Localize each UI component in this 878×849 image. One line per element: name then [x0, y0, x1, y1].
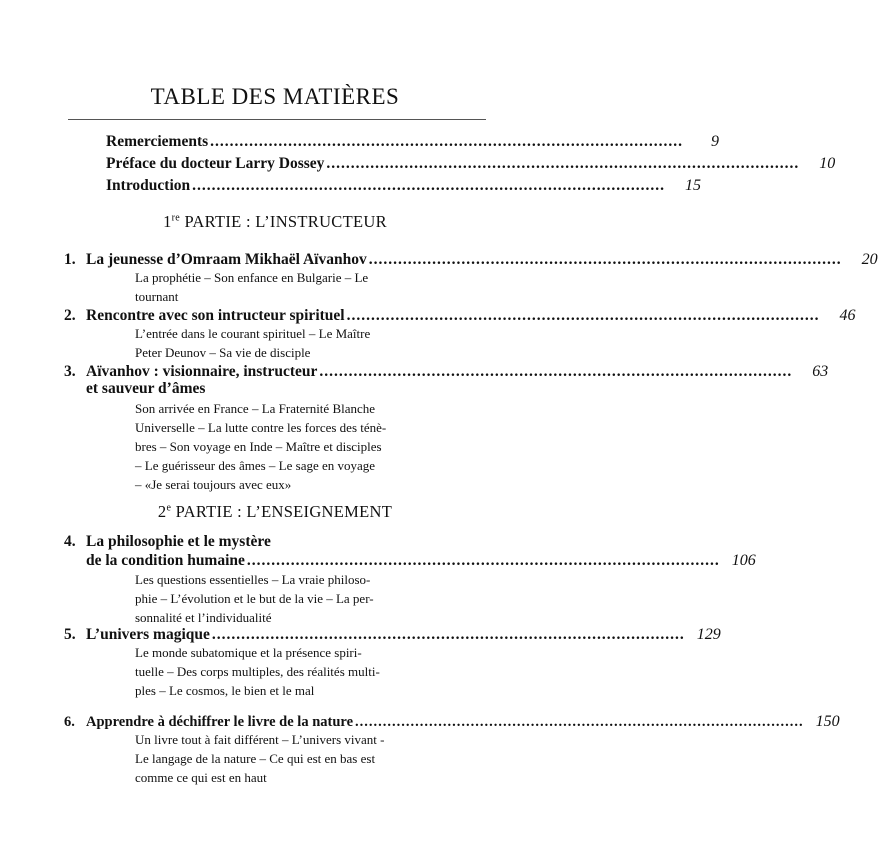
chapter-description: L’entrée dans le courant spirituel – Le Maître Peter Deunov – Sa vie de disciple	[135, 326, 371, 360]
page-number: 9	[711, 133, 720, 150]
page-number: 106	[731, 552, 756, 569]
toc-entry-chapter-5[interactable]	[64, 625, 721, 644]
entry-title: La philosophie et le mystère	[86, 533, 271, 550]
chapter-description: Les questions essentielles – La vraie philoso- phie – L’évolution et le but de la vie – La per- sonnalité et l’individualité	[135, 572, 374, 625]
page-title: TABLE DES MATIÈRES	[150, 84, 400, 109]
page-number: 20	[861, 251, 878, 268]
chapter-number: 2.	[64, 307, 76, 324]
page-number: 10	[819, 155, 836, 172]
leader-dots: .................................................................................................	[319, 363, 793, 380]
toc-entry-chapter-2[interactable]	[64, 306, 856, 325]
leader-dots: .................................................................................................	[210, 133, 684, 150]
entry-title-continued: et sauveur d’âmes	[86, 380, 206, 397]
leader-dots: .................................................................................................	[368, 251, 842, 268]
toc-entry-chapter-4-line2[interactable]	[86, 551, 756, 570]
leader-dots: .................................................................................................	[326, 155, 800, 172]
chapter-number: 6.	[64, 714, 75, 730]
chapter-description: La prophétie – Son enfance en Bulgarie – Le tournant	[135, 270, 369, 304]
entry-title: L’univers magique	[86, 626, 210, 643]
chapter-number: 4.	[64, 533, 76, 550]
leader-dots: .................................................................................................	[346, 307, 820, 324]
toc-entry-preface[interactable]	[106, 154, 836, 173]
page-number: 129	[696, 626, 721, 643]
entry-title-continued: de la condition humaine	[86, 552, 245, 569]
leader-dots: .................................................................................................	[246, 552, 720, 569]
entry-title: Apprendre à déchiffrer le livre de la nature	[86, 714, 354, 730]
title-rule	[68, 119, 486, 120]
toc-entry-chapter-4[interactable]	[64, 533, 271, 551]
chapter-description: Un livre tout à fait différent – L’univers vivant - Le langage de la nature – Ce qui est en bas est comme ce qui est en haut	[135, 732, 385, 785]
entry-title: Introduction	[106, 177, 191, 194]
page-number: 46	[839, 307, 856, 324]
entry-title: Préface du docteur Larry Dossey	[106, 155, 325, 172]
toc-entry-remerciements[interactable]	[106, 132, 720, 151]
leader-dots: .................................................................................................	[211, 626, 685, 643]
chapter-number: 3.	[64, 363, 76, 380]
leader-dots: .................................................................................................	[355, 714, 804, 730]
entry-title: La jeunesse d’Omraam Mikhaël Aïvanhov	[86, 251, 367, 268]
page-number: 63	[812, 363, 829, 380]
entry-title: Rencontre avec son intructeur spirituel	[86, 307, 345, 324]
chapter-number: 5.	[64, 626, 76, 643]
chapter-number: 1.	[64, 251, 76, 268]
leader-dots: .................................................................................................	[192, 177, 665, 194]
entry-title: Aïvanhov : visionnaire, instructeur	[86, 363, 318, 380]
toc-entry-introduction[interactable]	[106, 176, 701, 195]
part-heading-2: 2e PARTIE : L’ENSEIGNEMENT	[157, 502, 393, 521]
entry-title: Remerciements	[106, 133, 209, 150]
page-number: 150	[815, 713, 840, 730]
part-heading-1: 1re PARTIE : L’INSTRUCTEUR	[163, 212, 387, 231]
chapter-description: Le monde subatomique et la présence spiri- tuelle – Des corps multiples, des réalités multi- ples – Le cosmos, le bien et le mal	[135, 645, 380, 698]
page-number: 15	[685, 177, 701, 194]
toc-entry-chapter-1[interactable]	[64, 250, 878, 269]
toc-entry-chapter-3[interactable]	[64, 362, 829, 381]
chapter-description: Son arrivée en France – La Fraternité Blanche Universelle – La lutte contre les forces des ténè- bres – Son voyage en Inde – Maître et disciples – Le guérisseur des âmes – Le sage en voyage – «Je serai toujours avec eux»	[135, 401, 387, 492]
toc-entry-chapter-6[interactable]	[64, 712, 840, 732]
